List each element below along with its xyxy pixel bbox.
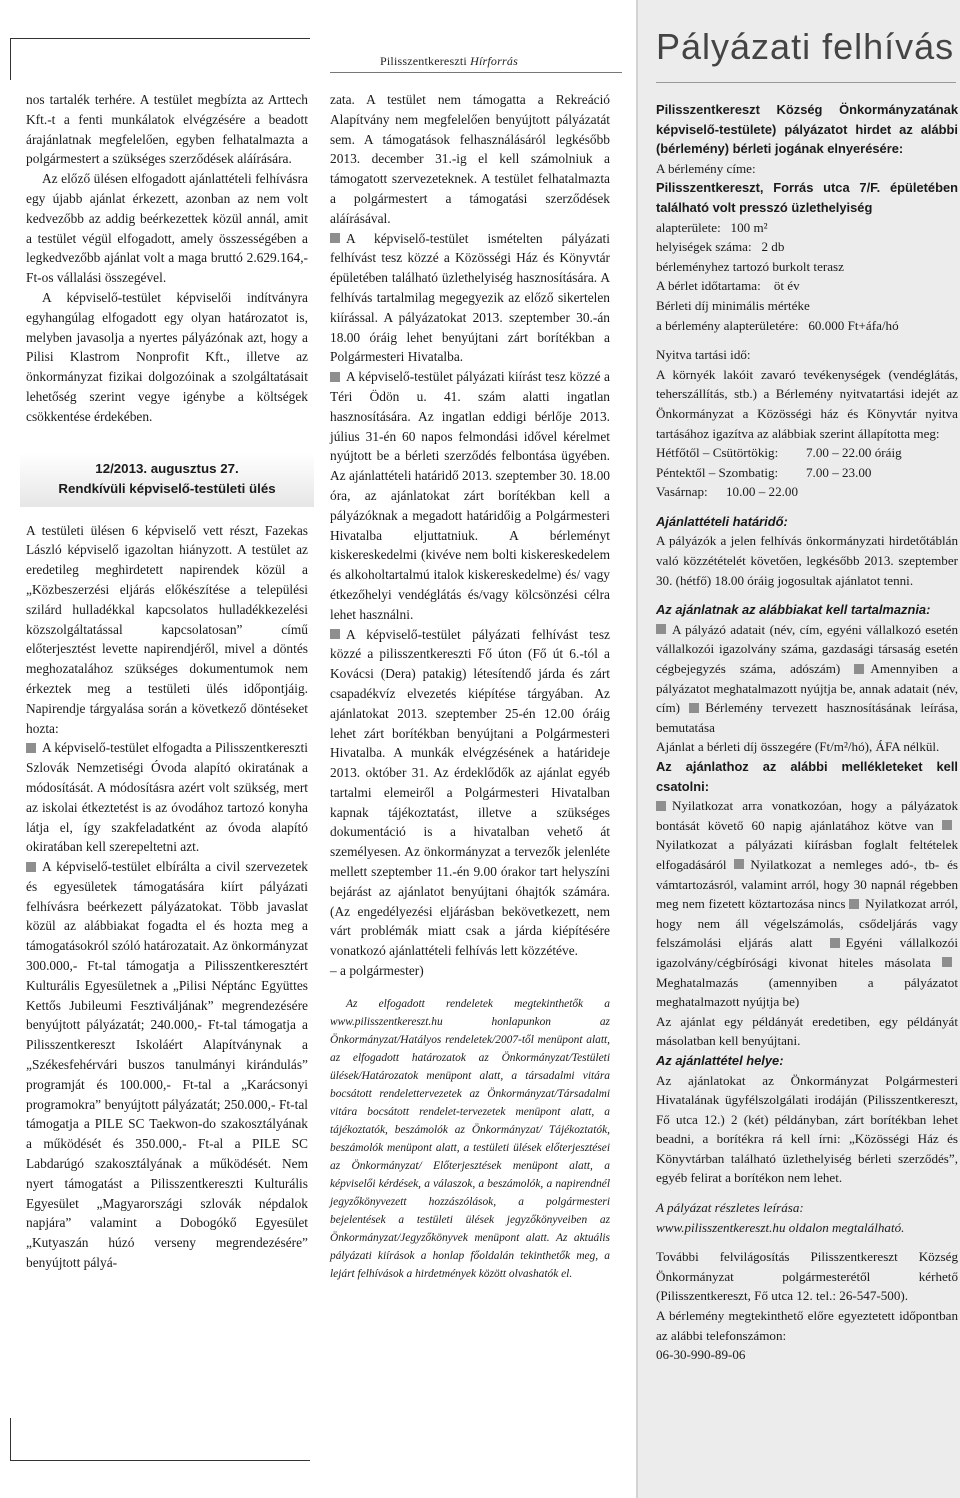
attachments-text: Az ajánlat egy példányát eredetiben, egy példányát másolatban kell benyújtani. — [656, 1013, 958, 1049]
bullet-square-icon — [26, 743, 36, 753]
col2-paragraph-3: A képviselő-testület pályázati kiírást tesz közzé a Téri Ödön u. 41. szám alatti ingatlan hasznosítására. Az ingatlan eddigi bérlője 2013. július 31-én 60 napos felmondási idővel kérelmet nyújtott be a bérleti szerződés felbontása ügyében. Az ajánlattételi határidő 2013. szeptember 30. 18.00 óra, az ajánlatokat zárt borítékban kell a pályázóknak a megadott határidőig a Polgármesteri Hivatalba eljuttatniuk. A bérleményt kiskereskedelmi (kivéve nem bolti kiskereskedelem és alkoholtartalmú italok kiskereskedelme) és/ vagy étkezőhelyi vendéglátás és/vagy kölcsönzési célra lehet használni. — [330, 369, 610, 622]
rent-label: Bérleti díj minimális mértéke — [656, 297, 810, 313]
hours-days-1: Hétfőtől – Csütörtökig: — [656, 445, 779, 461]
bullet-square-icon — [734, 859, 744, 869]
rooms-value: 2 db — [761, 239, 785, 255]
details-label: A pályázat részletes leírása: — [656, 1200, 804, 1216]
area-value: 100 m² — [730, 219, 768, 235]
rooms-label: helyiségek száma: — [656, 239, 752, 255]
deadline-text: A pályázók a jelen felhívás önkormányzati hirdetőtáblán való közzétételét követően, legkésőbb 2013. szeptember 30. (hétfő) 18.00 óráig jogosultak ajánlatot tenni. — [656, 533, 958, 588]
newspaper-header — [380, 54, 518, 69]
contents-item-2: Amennyiben a pályázatot meghatalmazott nyújtja be, annak adatait (név, cím) — [656, 661, 958, 716]
col1-paragraph-1: nos tartalék terhére. A testület megbízta az Arttech Kft.-t a fenti munkálatok elvégzésére a beadott árajánlatnak megfelelően, egyben felhatalmazta a polgármestert a szükséges szerződések aláírására. — [26, 92, 308, 167]
contents-item-3: Bérlemény tervezett hasznosításának leírása, bemutatása — [656, 700, 958, 735]
column-3 — [656, 100, 958, 1365]
rent-line: a bérlemény alapterületére: — [656, 317, 799, 333]
frame-top-rule — [10, 38, 310, 39]
bullet-square-icon — [330, 372, 340, 382]
hours-days-3: Vasárnap: — [656, 484, 708, 500]
attachment-2: Nyilatkozat a pályázati kiírásban foglalt feltételek elfogadásáról — [656, 837, 958, 872]
hours-label: Nyitva tartási idő: — [656, 347, 751, 363]
term-label: A bérlet időtartama: — [656, 278, 761, 294]
bullet-square-icon — [656, 801, 666, 811]
hours-time-3: 10.00 – 22.00 — [726, 484, 799, 500]
sidebar-title-rule — [656, 82, 956, 83]
sidebar-title: Pályázati felhívás — [656, 26, 955, 67]
frame-bottom-rule — [10, 1460, 310, 1461]
col2-signature: – a polgármester) — [330, 963, 424, 979]
meeting-title: Rendkívüli képviselő-testületi ülés — [58, 480, 276, 496]
details-url: www.pilisszentkereszt.hu oldalon megtalálható. — [656, 1219, 905, 1235]
col2-paragraph-2: A képviselő-testület ismételten pályázati felhívást tesz közzé a Közösségi Ház és Könyvtár épületében található üzlethelyiség hasznosítására. A felhívás tartalmilag megegyezik az előző sikertelen kiírással. A pályázatokat 2013. szeptember 30.-án 18.00 óráig lehet benyújtani zárt borítékban a Polgármesteri Hivatalba. — [330, 230, 610, 365]
info-text: További felvilágosítás Pilisszentkereszt Község Önkormányzat polgármesterétől kérhető (Pilisszentkereszt, Fő utca 12. tel.: 26-547-500). — [656, 1249, 958, 1304]
contents-item-1: A pályázó adatait (név, cím, egyéni vállalkozó esetén vállalkozói igazolvány száma, gazdasági társaság esetén cégbejegyzés száma, adószám) — [656, 621, 958, 677]
meeting-heading — [20, 453, 314, 507]
contents-heading: Az ajánlatnak az alábbiakat kell tartalmaznia: — [656, 602, 931, 618]
bullet-square-icon — [854, 664, 864, 674]
viewing-text: A bérlemény megtekinthető előre egyeztetett időpontban az alábbi telefonszámon: — [656, 1308, 958, 1343]
col1-paragraph-6: A képviselő-testület elbírálta a civil szervezetek és egyesületek támogatására kiírt pályázati felhívásra beérkezett pályázatokat. Több javaslat közül az alábbiakat fogadta el és hozta meg a támogatásokról szóló határozatait. Az önkormányzat 300.000,- Ft-tal támogatja a Pilisszentkeresztért Kulturális Egyesületnek a „Pilisi Néptánc Együttes Kettős Jubileumi Fesztiváljának” megrendezésére benyújtott pályázatát; 240.000,- Ft-tal támogatja a Pilisszentkereszt Iskoláért Alapítványnak a „Székesfehérvári buszos tanulmányi kirándulás” programját és 100.000,- Ft-tal a „Karácsonyi programokra” benyújtott pályázatát; 250.000,- Ft-tal támogatja a PILE SC Taekwon-do szakosztályának a működését és 350.000,- Ft-al a PILE SC Labdarúgó szakosztályának a működését. Nem nyert támogatást a Pilisszentkereszti Kulturális Egyesület „Magyarországi szlovák népdalok napjára” valamint a Dobogókő Egyesület „Kutyaszán húzó verseny megrendezésére” benyújtott pályá- — [26, 859, 308, 1271]
address-label: A bérlemény címe: — [656, 160, 756, 176]
bullet-square-icon — [849, 899, 859, 909]
header-title: Pilisszentkereszti — [380, 54, 467, 68]
frame-bottom-left-rule — [10, 1418, 11, 1460]
bullet-square-icon — [689, 703, 699, 713]
attachment-4: Nyilatkozat arról, hogy nem áll végelszámolás, csődeljárás vagy felszámolási eljárás alatt — [656, 896, 958, 951]
place-text: Az ajánlatokat az Önkormányzat Polgármesteri Hivatalának ügyfélszolgálati irodáján (Pilisszentkereszt, Fő utca 12.) 2 (két) példányban, zárt borítékban lehet beadni, a borítékra rá kell írni: „Közösségi Ház és Könyvtárban található üzlethelyiség bérleti szerződés”, egyéb felirat a borítékon nem lehet. — [656, 1072, 958, 1186]
col1-paragraph-2: Az előző ülésen elfogadott ajánlattételi felhívásra egy újabb ajánlat érkezett, azonban az nem volt kedvezőbb az addig beérkezettek közül annál, amit a testület végül elfogadott, amely összességében a legkedvezőbb ajánlat volt a maga bruttó 2.629.164,-Ft-os vállalási összegével. — [26, 171, 308, 286]
deadline-heading: Ajánlattételi határidő: — [656, 513, 788, 529]
attachment-6: Meghatalmazás (amennyiben a pályázatot meghatalmazott nyújtja be) — [656, 974, 958, 1010]
col2-paragraph-4: A képviselő-testület pályázati felhívást tesz közzé a pilisszentkereszti Fő úton (Fő út 6.-tól a Kovácsi (Dera) patakig) létesítendő járda és zárt csapadékvíz elvezetés kiépítése tárgyában. Az ajánlatokat 2013. szeptember 25-én 12.00 óráig lehet zárt borítékban benyújtani a Polgármesteri Hivatalba. A munkák elvégzésének a határideje 2013. október 31. Az érdeklődők az ajánlat egyéb tartalmi elemeiről a Polgármesteri Hivatalban kapnak tájékoztatást, illetve a szükséges dokumentáció is a hivatalban vehető át személyesen. Az önkormányzat a tervezők jelenléte mellett szeptember 11.-én 9.00 órakor tart helyszíni bejárást az ajánlatot benyújtani óhajtók számára. (Az engedélyezési eljárásban bekövetkezett, nem várt problémák miatt csak a járda kiépítésére vonatkozó ajánlattételi felhívás lett közzétéve. — [330, 626, 610, 959]
hours-time-1: 7.00 – 22.00 óráig — [806, 445, 902, 461]
hours-time-2: 7.00 – 23.00 — [806, 464, 872, 480]
rent-value: 60.000 Ft+áfa/hó — [808, 317, 899, 333]
term-value: öt év — [773, 278, 800, 294]
bullet-square-icon — [942, 957, 952, 967]
header-title-italic: Hírforrás — [470, 54, 518, 68]
bullet-square-icon — [26, 862, 36, 872]
col2-note: Az elfogadott rendeletek megtekinthetők a www.pilisszentkereszt.hu honlapunkon az Önkormányzat/Hatályos rendeletek/2007-től menüpont alatt, az elfogadott határozatok az Önkormányzat/Testületi ülések/Határozatok menüpont alatt, a társadalmi vitára bocsátott rendelettervezetek az Önkormányzat/Társadalmi vitára bocsátott rendelet-tervezetek menüpont alatt, a tájékoztatók, beszámolók az Önkormányzat/ Tájékoztatók, beszámolók menüpont alatt, a testületi ülések előterjesztései az Önkormányzat/ Előterjesztések menüpont alatt, a képviselői kérdések, a válaszok, a beszámolók, a napirendnél jegyzőkönyvezett hozzászólások, a polgármesteri bejelentések a testületi ülések jegyzőkönyveiben az Önkormányzat/Jegyzőkönyvek menüpont alatt. Az aktuális pályázati kiírások a honlap főoldalán tekinthetők meg, a lejárt felhívások a hirdetmények között olvashatók el. — [330, 997, 610, 1280]
attachment-5: Egyéni vállalkozói igazolvány/cégbírósági kivonat hiteles másolata — [656, 935, 958, 970]
bullet-square-icon — [942, 820, 952, 830]
terrace-text: bérleményhez tartozó burkolt terasz — [656, 258, 844, 274]
col1-paragraph-4: A testületi ülésen 6 képviselő vett részt, Fazekas László képviselő igazoltan hiányzott. A testület az eredetileg meghirdetett napirendek közül a „Közbeszerzési eljárás előkészítése a települési szilárd hulladékkal kapcsolatos hulladékkezelési közszolgáltatással kapcsolatosan” című előterjesztést levette napirendjéről, mivel a döntés meghozatalához szükséges dokumentumok nem érkeztek meg a testületi ülés időpontjáig. Napirendje tárgyalása során a következő döntéseket hozta: — [26, 522, 308, 736]
frame-left-rule — [10, 38, 11, 80]
column-1 — [26, 90, 308, 1273]
bullet-square-icon — [330, 233, 340, 243]
col1-paragraph-3: A képviselő-testület képviselői indítványra egyhangúlag elfogadott egy olyan határozatot is, melyben javasolja a nyertes pályázónak azt, hogy a Pilisi Klastrom Nonprofit Kft., illetve az önkormányzat fizikai dolgozóinak a szolgáltatásait lehetőség szerint vegye igénybe a költségek csökkentése érdekében. — [26, 289, 308, 424]
bullet-square-icon — [830, 938, 840, 948]
attachment-1: Nyilatkozat arra vonatkozóan, hogy a pályázatok bontását követő 60 napig ajánlatához kötve van — [656, 798, 958, 833]
bullet-square-icon — [656, 624, 666, 634]
attachment-3: Nyilatkozat a nemleges adó-, tb- és vámtartozásról, valamint arról, hogy 30 napnál régebben meg nem fizetett köztartozása nincs — [656, 856, 958, 912]
hours-days-2: Péntektől – Szombatig: — [656, 464, 779, 480]
col2-paragraph-1: zata. A testület nem támogatta a Rekreáció Alapítvány nem megfelelően benyújtott pályázatát sem. A támogatások felhasználásáról legkésőbb 2013. december 31.-ig el kell számolniuk a támogatott szervezeteknek. A testület felhatalmazta a polgármestert a támogatási szerződések aláírásával. — [330, 92, 610, 226]
sidebar-intro: Pilisszentkereszt Község Önkormányzatának képviselő-testülete) pályázatot hirdet az alábbi (bérlemény) bérleti jogának elnyerésére: — [656, 102, 958, 157]
area-label: alapterülete: — [656, 219, 721, 235]
place-heading: Az ajánlattétel helye: — [656, 1052, 784, 1068]
col1-paragraph-5: A képviselő-testület elfogadta a Pilisszentkereszti Szlovák Nemzetiségi Óvoda alapító okiratának a módosítását. A módosításra azért volt szükség, mert az iskolai étkeztetést is az óvodához tartozó konyha látja el, így szakfeladatként az óvoda alapító okiratában kell szerepeltetni azt. — [26, 740, 308, 855]
hours-text: A környék lakóit zavaró tevékenységek (vendéglátás, teherszállítás, stb.) a Bérlemény nyitvatartási idejét az Önkormányzat a Közösségi ház és Könyvtár nyitva tartásához igazítva az alábbiak szerint állapította meg: — [656, 366, 958, 441]
address-value: Pilisszentkereszt, Forrás utca 7/F. épületében található volt presszó üzlethelyiség — [656, 180, 958, 215]
column-2 — [330, 90, 610, 1283]
phone-number: 06-30-990-89-06 — [656, 1347, 746, 1363]
header-rule — [330, 72, 622, 73]
attachments-heading: Az ajánlathoz az alábbi mellékleteket kell csatolni: — [656, 759, 958, 794]
contents-item-4: Ajánlat a bérleti díj összegére (Ft/m²/hó), ÁFA nélkül. — [656, 739, 940, 755]
bullet-square-icon — [330, 629, 340, 639]
meeting-date: 12/2013. augusztus 27. — [95, 460, 239, 476]
